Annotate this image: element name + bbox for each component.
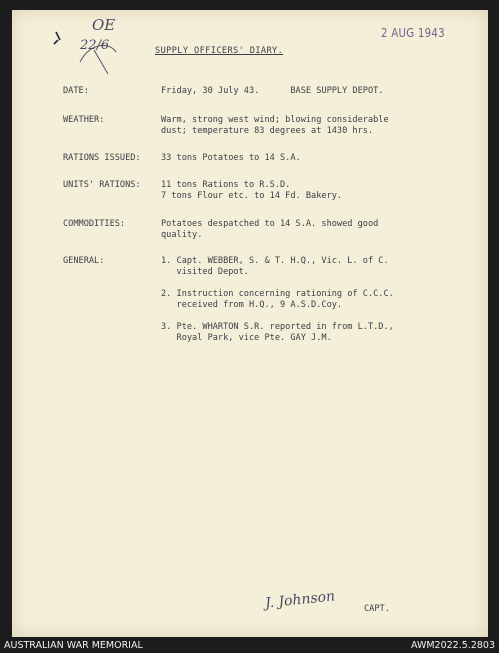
commodities-label: COMMODITIES: [63, 219, 126, 229]
units-rations-value: 11 tons Rations to R.S.D. 7 tons Flour etc. to 14 Fd. Bakery. [161, 180, 343, 201]
signature-rank: CAPT. [364, 604, 390, 614]
document-title: SUPPLY OFFICERS' DIARY. [155, 46, 284, 56]
footer-accession-number: AWM2022.5.2803 [410, 640, 495, 651]
handwritten-code: OE [92, 16, 116, 34]
signature: J. Johnson [264, 588, 336, 612]
date-label: DATE: [63, 86, 89, 96]
general-value: 1. Capt. WEBBER, S. & T. H.Q., Vic. L. of C. visited Depot. 2. Instruction concerning rationing of C.C.C. received from H.Q., 9 A.S.D.Coy. 3. Pte. WHARTON S.R. reported in from L.T.D., Royal Park, vice Pte. GAY J.M. [161, 256, 394, 343]
units-rations-label: UNITS' RATIONS: [63, 180, 141, 190]
rations-issued-value: 33 tons Potatoes to 14 S.A. [161, 153, 301, 163]
weather-value: Warm, strong west wind; blowing considerable dust; temperature 83 degrees at 1430 hrs. [161, 115, 389, 136]
footer-institution: AUSTRALIAN WAR MEMORIAL [4, 640, 143, 651]
general-label: GENERAL: [63, 256, 105, 266]
commodities-value: Potatoes despatched to 14 S.A. showed good quality. [161, 219, 379, 240]
received-date-stamp: 2 AUG 1943 [381, 26, 445, 40]
handwritten-ref: 22/6 [80, 38, 110, 53]
weather-label: WEATHER: [63, 115, 105, 125]
date-value: Friday, 30 July 43. BASE SUPPLY DEPOT. [161, 86, 384, 96]
rations-issued-label: RATIONS ISSUED: [63, 153, 141, 163]
